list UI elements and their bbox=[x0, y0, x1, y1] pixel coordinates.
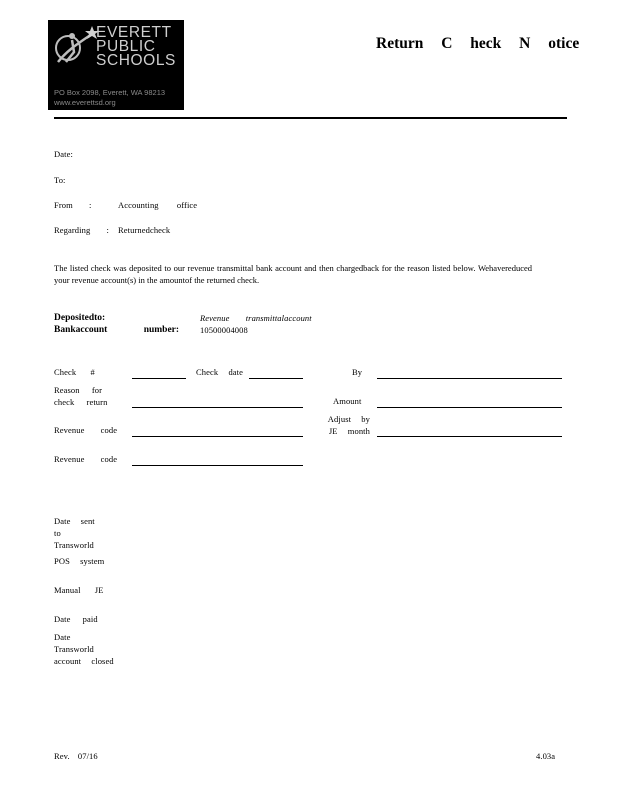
reason-label: Reason for check return bbox=[54, 385, 108, 407]
revenue-code-line-2 bbox=[132, 465, 303, 466]
revenue-code-label-2: Revenue code bbox=[54, 454, 118, 464]
amount-line bbox=[377, 407, 562, 408]
from-label: From : bbox=[54, 200, 92, 210]
deposited-value: Revenue transmittalaccount bbox=[200, 313, 312, 323]
manual-je-label: Manual JE bbox=[54, 585, 104, 595]
bank-account-value: 10500004008 bbox=[200, 325, 248, 335]
bank-account-label: Bankaccount number: bbox=[54, 325, 180, 335]
district-logo bbox=[48, 20, 184, 110]
revenue-code-line-1 bbox=[132, 436, 303, 437]
date-sent-label: Date sent to Transworld bbox=[54, 516, 95, 550]
to-label: To: bbox=[54, 175, 66, 185]
from-value: Accounting office bbox=[118, 200, 198, 210]
revision-label: Rev. 07/16 bbox=[54, 751, 98, 761]
check-date-line bbox=[249, 378, 303, 379]
regarding-label: Regarding : bbox=[54, 225, 109, 235]
date-paid-label: Date paid bbox=[54, 614, 98, 624]
logo-line-3: SCHOOLS bbox=[96, 52, 176, 69]
star-figure-icon bbox=[52, 22, 98, 72]
deposited-label: Depositedto: bbox=[54, 313, 106, 323]
revenue-code-label-1: Revenue code bbox=[54, 425, 118, 435]
header-divider bbox=[54, 117, 567, 119]
check-date-label: Check date bbox=[196, 367, 243, 377]
adjust-je-line bbox=[377, 436, 562, 437]
logo-line-2: PUBLIC bbox=[96, 38, 156, 55]
adjust-je-label: Adjust by JE month bbox=[327, 414, 370, 436]
logo-wordmark bbox=[96, 26, 176, 68]
logo-address: PO Box 2098, Everett, WA 98213 bbox=[54, 88, 166, 97]
pos-system-label: POS system bbox=[54, 556, 105, 566]
amount-label: Amount bbox=[333, 396, 362, 406]
date-closed-label: Date Transworld account closed bbox=[54, 632, 114, 666]
page-title: Return C heck N otice bbox=[376, 35, 580, 52]
check-number-label: Check # bbox=[54, 367, 95, 377]
form-code: 4.03a bbox=[536, 751, 556, 761]
regarding-value: Returnedcheck bbox=[118, 225, 171, 235]
logo-line-1: EVERETT bbox=[96, 24, 172, 41]
by-label: By bbox=[352, 367, 363, 377]
by-line bbox=[377, 378, 562, 379]
notice-body-text: The listed check was deposited to our revenue transmittal bank account and then chargedback for the reason listed below. Wehavereduced your revenue account(s) in the amountof the returned check. bbox=[54, 263, 532, 285]
date-label: Date: bbox=[54, 149, 73, 159]
check-number-line bbox=[132, 378, 186, 379]
reason-line bbox=[132, 407, 303, 408]
logo-website: www.everettsd.org bbox=[54, 98, 116, 107]
